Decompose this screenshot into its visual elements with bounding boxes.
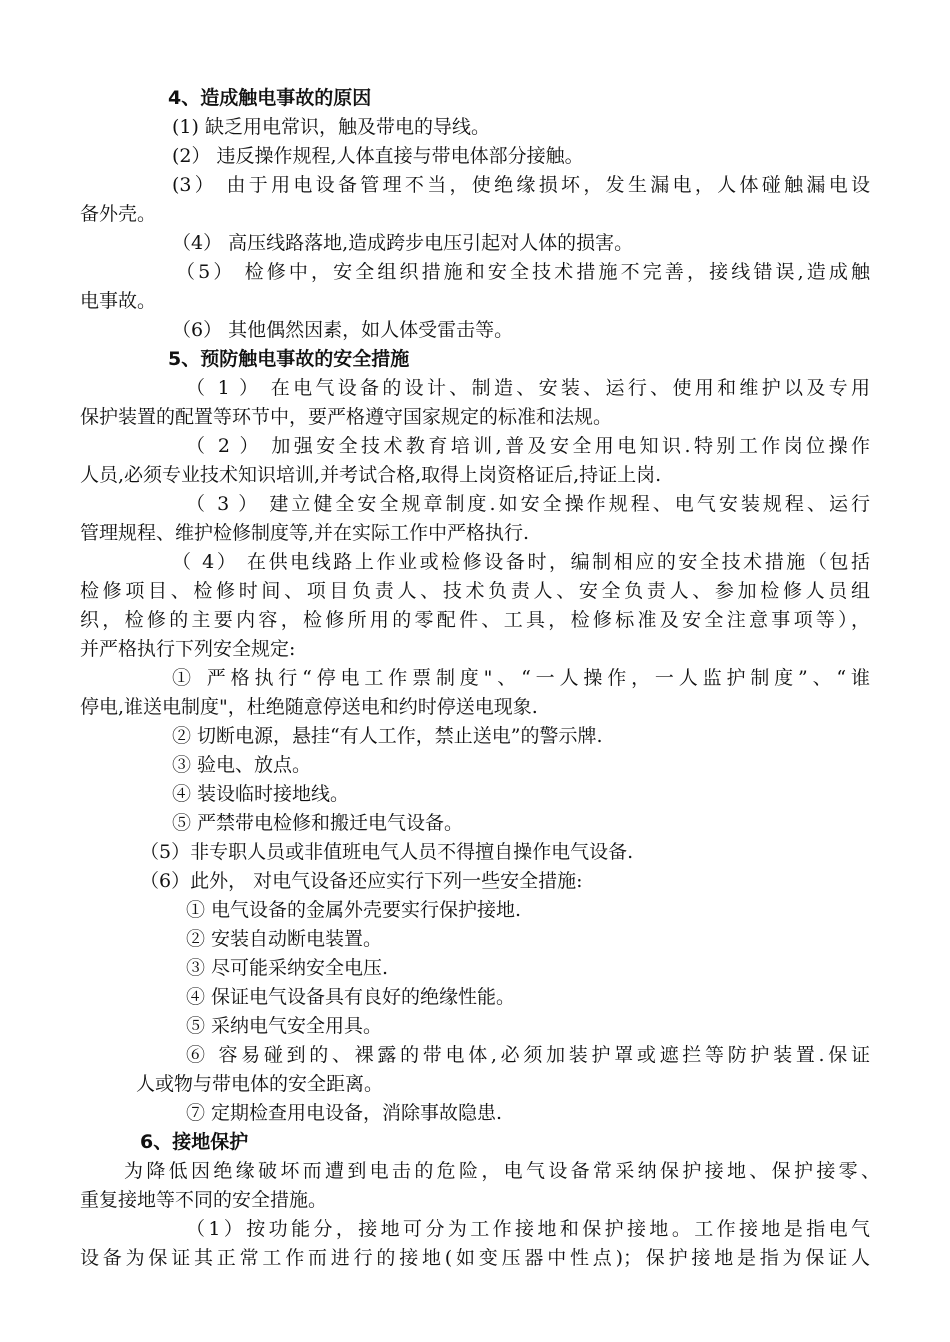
s5-item-1-cont: 保护装置的配置等环节中，要严格遵守国家规定的标准和法规。: [80, 406, 613, 428]
s4-item-6: （6） 其他偶然因素，如人体受雷击等。: [172, 319, 514, 341]
s5-item-4-cont-1: 检修项目、检修时间、项目负责人、技术负责人、安全负责人、参加检修人员组: [80, 580, 870, 602]
s5-measure-6: ⑥ 容易碰到的、裸露的带电体,必须加装护罩或遮拦等防护装置.保证: [186, 1044, 870, 1066]
s4-item-1: (1) 缺乏用电常识，触及带电的导线。: [172, 116, 490, 138]
s5-rule-4: ④ 装设临时接地线。: [172, 783, 350, 805]
s4-item-2: (2） 违反操作规程,人体直接与带电体部分接触。: [172, 145, 584, 167]
s5-item-4-cont-2: 织，检修的主要内容，检修所用的零配件、工具，检修标准及安全注意事项等），: [80, 609, 870, 631]
s5-item-3: （ 3 ） 建立健全安全规章制度.如安全操作规程、电气安装规程、运行: [186, 493, 870, 515]
s5-item-6: （6）此外， 对电气设备还应实行下列一些安全措施:: [140, 870, 583, 892]
s5-measure-6-cont: 人或物与带电体的安全距离。: [136, 1073, 384, 1095]
s5-rule-1-cont: 停电,谁送电制度"，杜绝随意停送电和约时停送电现象.: [80, 696, 538, 718]
s5-measure-7: ⑦ 定期检查用电设备，消除事故隐患.: [186, 1102, 503, 1124]
s5-item-1: （ 1 ） 在电气设备的设计、制造、安装、运行、使用和维护以及专用: [186, 377, 870, 399]
s5-rule-5: ⑤ 严禁带电检修和搬迁电气设备。: [172, 812, 464, 834]
s5-item-2: （ 2 ） 加强安全技术教育培训,普及安全用电知识.特别工作岗位操作: [186, 435, 870, 457]
s5-measure-1: ① 电气设备的金属外壳要实行保护接地.: [186, 899, 522, 921]
s5-measure-5: ⑤ 采纳电气安全用具。: [186, 1015, 383, 1037]
s5-item-5: （5）非专职人员或非值班电气人员不得擅自操作电气设备.: [140, 841, 634, 863]
s5-rule-2: ② 切断电源，悬挂“有人工作，禁止送电”的警示牌.: [172, 725, 603, 747]
s6-para-2: （1）按功能分，接地可分为工作接地和保护接地。工作接地是指电气: [186, 1218, 870, 1240]
s5-item-3-cont: 管理规程、维护检修制度等,并在实际工作中严格执行.: [80, 522, 530, 544]
section-5-heading: 5、预防触电事故的安全措施: [168, 348, 410, 370]
s4-item-3: (3） 由于用电设备管理不当，使绝缘损坏，发生漏电，人体碰触漏电设: [172, 174, 870, 196]
s5-rule-1: ① 严格执行“停电工作票制度"、“一人操作，一人监护制度”、“谁: [172, 667, 870, 689]
section-4-heading: 4、造成触电事故的原因: [168, 87, 372, 109]
s4-item-5: （5） 检修中，安全组织措施和安全技术措施不完善，接线错误,造成触: [176, 261, 870, 283]
s5-rule-3: ③ 验电、放点。: [172, 754, 312, 776]
section-6-heading: 6、接地保护: [140, 1131, 249, 1153]
s4-item-3-cont: 备外壳。: [80, 203, 157, 225]
s5-measure-3: ③ 尽可能采纳安全电压.: [186, 957, 389, 979]
s5-measure-4: ④ 保证电气设备具有良好的绝缘性能。: [186, 986, 516, 1008]
s4-item-4: （4） 高压线路落地,造成跨步电压引起对人体的损害。: [172, 232, 634, 254]
s5-item-4-cont-3: 并严格执行下列安全规定:: [80, 638, 296, 660]
s4-item-5-cont: 电事故。: [80, 290, 157, 312]
s6-para-1: 为降低因绝缘破坏而遭到电击的危险，电气设备常采纳保护接地、保护接零、: [124, 1160, 880, 1182]
s5-item-2-cont: 人员,必须专业技术知识培训,并考试合格,取得上岗资格证后,持证上岗.: [80, 464, 662, 486]
s5-measure-2: ② 安装自动断电装置。: [186, 928, 383, 950]
s5-item-4: （ 4） 在供电线路上作业或检修设备时，编制相应的安全技术措施（包括: [172, 551, 870, 573]
s6-para-2-cont: 设备为保证其正常工作而进行的接地(如变压器中性点)；保护接地是指为保证人: [80, 1247, 870, 1269]
s6-para-1-cont: 重复接地等不同的安全措施。: [80, 1189, 328, 1211]
